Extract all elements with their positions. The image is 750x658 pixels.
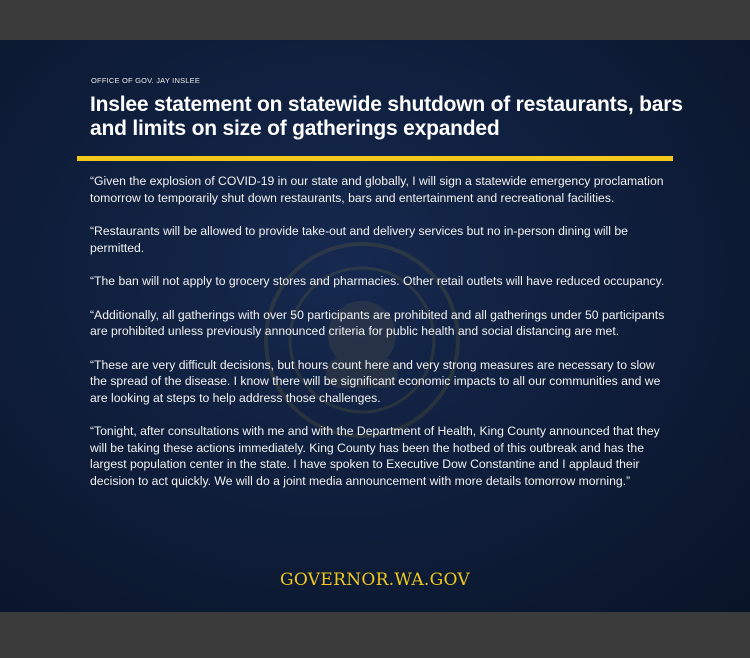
website-footer: GOVERNOR.WA.GOV <box>279 570 471 590</box>
statement-paragraph: “Restaurants will be allowed to provide take-out and delivery services but no in-person dining will be permitted. <box>90 224 628 255</box>
statement-body <box>90 173 670 506</box>
statement-paragraph: “Tonight, after consultations with me and with the Department of Health, King County announced that they will be taking these actions immediately. King County has been the hotbed of this outbreak and has the largest population center in the state. I have spoken to Executive Dow Constantine and I applaud their decision to act quickly. We will do a joint media announcement with more details tomorrow morning.” <box>90 424 660 488</box>
statement-paragraph: “Additionally, all gatherings with over 50 participants are prohibited and all gatherings under 50 participants are prohibited unless previously announced criteria for public health and social distancing are met. <box>90 307 665 338</box>
statement-paragraph: “The ban will not apply to grocery stores and pharmacies. Other retail outlets will have reduced occupancy. <box>90 274 665 288</box>
statement-card <box>0 40 750 612</box>
page-title: Inslee statement on statewide shutdown of restaurants, bars and limits on size of gatherings expanded <box>90 93 683 140</box>
office-label: OFFICE OF GOV. JAY INSLEE <box>91 76 201 85</box>
accent-divider <box>77 156 673 161</box>
statement-paragraph: “Given the explosion of COVID-19 in our state and globally, I will sign a statewide emergency proclamation tomorrow to temporarily shut down restaurants, bars and entertainment and recreational facilities. <box>90 174 664 205</box>
statement-paragraph: “These are very difficult decisions, but hours count here and very strong measures are necessary to slow the spread of the disease. I know there will be significant economic impacts to all our communities and we are looking at steps to help address those challenges. <box>90 357 661 405</box>
